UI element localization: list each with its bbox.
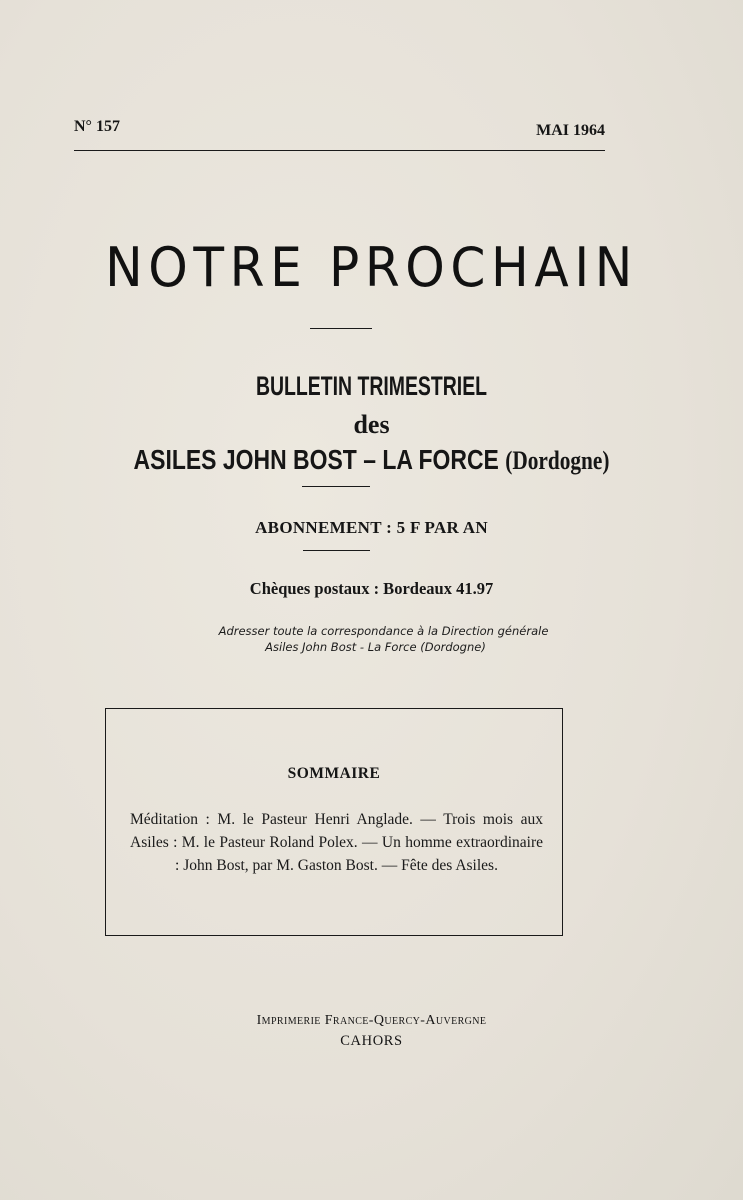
subtitle-des: des xyxy=(353,410,390,439)
institution-name: ASILES JOHN BOST – LA FORCE xyxy=(133,444,499,475)
header-rule xyxy=(74,150,605,151)
subtitle-institution xyxy=(67,444,676,476)
issue-header xyxy=(74,116,605,142)
table-of-contents-heading: SOMMAIRE xyxy=(287,765,381,782)
table-of-contents-box xyxy=(105,708,563,936)
issue-number: N° 157 xyxy=(74,118,120,135)
postal-cheques: Chèques postaux : Bordeaux 41.97 xyxy=(249,579,494,598)
subscription-divider xyxy=(303,550,370,551)
table-of-contents-text: Méditation : M. le Pasteur Henri Anglade. — Trois mois aux Asiles : M. le Pasteur Roland Polex. — Un homme extraordinaire : John Bost, par M. Gaston Bost. — Fête des Asiles. xyxy=(130,811,543,874)
issue-date: MAI 1964 xyxy=(536,122,605,139)
printer-city: CAHORS xyxy=(340,1033,403,1049)
subtitle-divider xyxy=(302,486,370,487)
title-divider xyxy=(310,328,372,329)
address-line-1: Adresser toute la correspondance à la Direction générale xyxy=(218,624,549,638)
address-line-2: Asiles John Bost - La Force (Dordogne) xyxy=(265,640,486,654)
subscription-price: ABONNEMENT : 5 F PAR AN xyxy=(255,518,488,537)
institution-region: (Dordogne) xyxy=(505,446,610,475)
printer-name: Imprimerie France-Quercy-Auvergne xyxy=(256,1013,487,1028)
subtitle-bulletin: BULLETIN TRIMESTRIEL xyxy=(255,371,488,401)
page-title: NOTRE PROCHAIN xyxy=(105,236,638,299)
